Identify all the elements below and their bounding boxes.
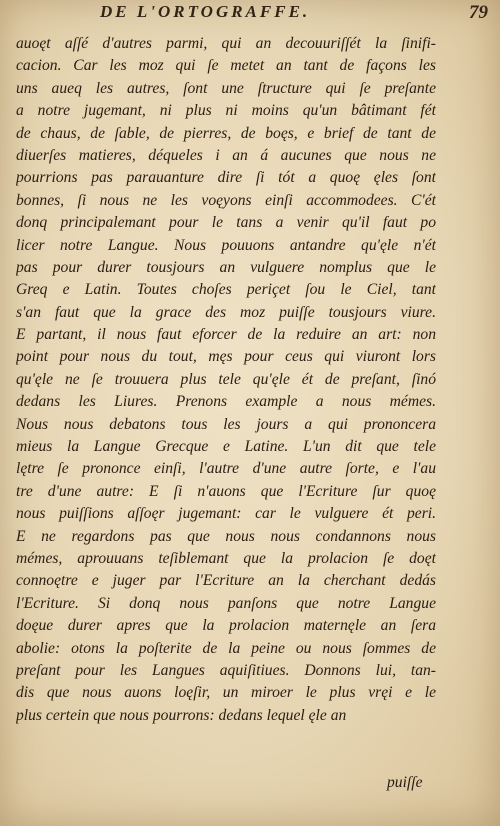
text-line: nous puiſſions aſſoęr jugemant: car le vulguere ét peri. xyxy=(16,505,436,523)
text-line: mieus la Langue Grecque e Latine. L'un dit que tele xyxy=(16,438,436,456)
text-line: mémes, aprouuans teſiblemant que la prolacion ſe doęt xyxy=(16,549,436,567)
text-line: de chaus, de ſable, de pierres, de boęs, e brief de tant de xyxy=(16,124,436,142)
text-line: s'an faut que la grace des moz puiſſe tousjours viure. xyxy=(16,303,436,321)
catchword: puiſſe xyxy=(387,774,423,791)
text-line: dis que nous auons loęſir, un miroer le plus vręi e le xyxy=(16,684,436,702)
page-header xyxy=(0,2,500,28)
text-line: preſant pour les Langues aquiſitiues. Donnons lui, tan- xyxy=(16,661,436,679)
text-line: tre d'une autre: E ſi n'auons que l'Ecriture ſur quoę xyxy=(16,482,436,500)
body-text xyxy=(16,33,436,727)
text-line: licer notre Langue. Nous pouuons antandre qu'ęle n'ét xyxy=(16,236,436,254)
page-number: 79 xyxy=(469,2,488,23)
text-line: E ne regardons pas que nous nous condannons nous xyxy=(16,527,436,545)
text-line: pourrions pas parauanture dire ſi tót a quoę ęles ſont xyxy=(16,169,436,187)
text-line: qu'ęle ne ſe trouuera plus tele qu'ęle ét de preſant, ſinó xyxy=(16,370,436,388)
text-line: a notre jugemant, ni plus ni moins qu'un bâtimant fét xyxy=(16,102,436,120)
text-line: bonnes, ſi nous ne les voęyons einſi accommodees. C'ét xyxy=(16,191,436,209)
text-line: dedans les Liures. Prenons example a nous mémes. xyxy=(16,393,436,411)
running-head: DE L'ORTOGRAFFE. xyxy=(100,2,311,21)
text-line: uns aueq les autres, ſont une ſtructure qui ſe preſante xyxy=(16,79,436,97)
text-line: auoęt aſſé d'autres parmi, qui an decouuriſſét la ſinifi- xyxy=(16,35,436,52)
text-line: abolie: otons la poſterite de la peine ou nous ſommes de xyxy=(16,639,436,657)
text-line: donq principalemant pour le tans a venir qu'il faut po xyxy=(16,214,436,232)
text-line: point pour nous du tout, męs pour ceus qui viuront lors xyxy=(16,348,436,366)
text-line: cacion. Car les moz qui ſe metet an tant de façons les xyxy=(16,57,436,75)
text-line: lętre ſe prononce einſi, l'autre d'une autre ſorte, e l'au xyxy=(16,460,436,478)
text-line: plus certein que nous pourrons: dedans lequel ęle an xyxy=(16,706,347,724)
text-line: diuerſes matieres, déqueles i an á aucunes que nous ne xyxy=(16,146,436,164)
text-line: l'Ecriture. Si donq nous panſons que notre Langue xyxy=(16,594,436,612)
text-line: E partant, il nous faut eforcer de la reduire an art: non xyxy=(16,326,436,344)
text-line: connoętre e juger par l'Ecriture an la cherchant dedás xyxy=(16,572,436,590)
text-line: pas pour durer tousjours an vulguere nomplus que le xyxy=(16,258,436,276)
text-line: Nous nous debatons tous les jours a qui prononcera xyxy=(16,415,436,433)
text-line: Greq e Latin. Toutes choſes periçet ſou le Ciel, tant xyxy=(16,281,436,299)
text-line: doęue durer apres que la prolacion maternęle an ſera xyxy=(16,617,436,635)
